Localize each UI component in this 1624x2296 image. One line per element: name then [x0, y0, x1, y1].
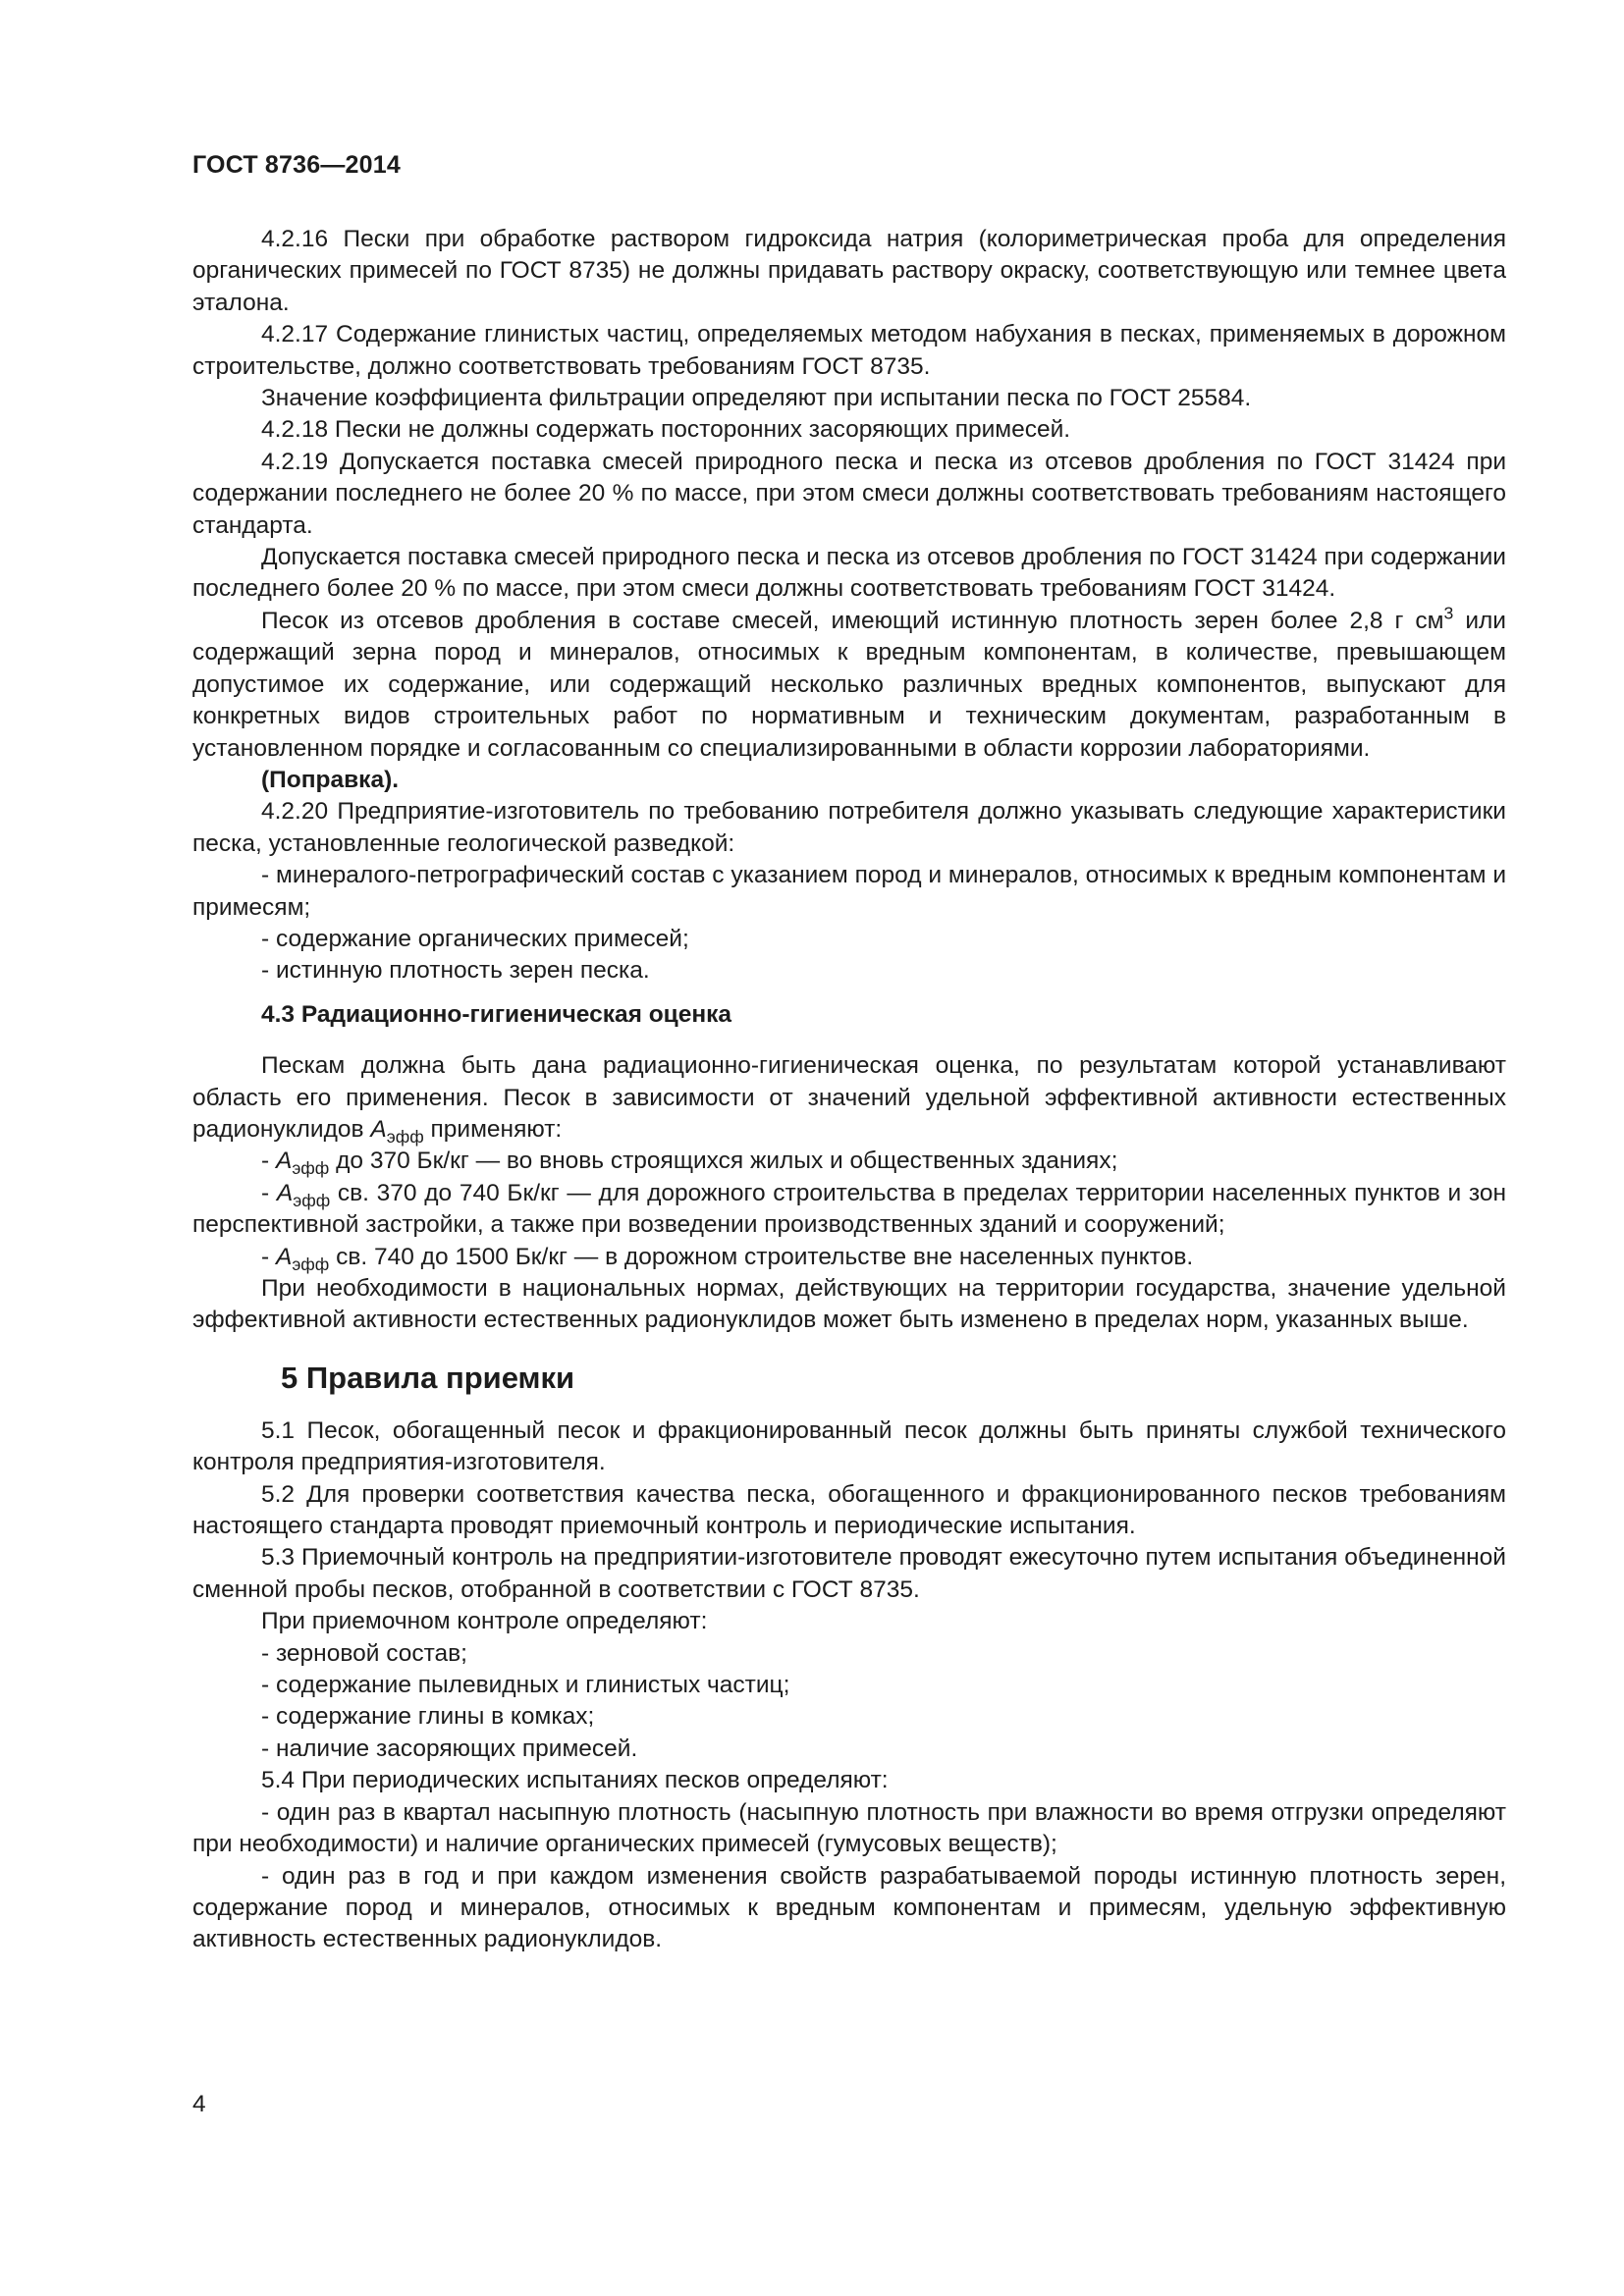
paragraph-filtration: Значение коэффициента фильтрации определяют при испытании песка по ГОСТ 25584. [261, 385, 1252, 412]
document-body [192, 224, 1506, 1956]
list-item: - один раз в год и при каждом изменения свойств разрабатываемой породы истинную плотность зерен, содержание пород и минералов, относимых к вредным компонентам и примесям, удельную эффективную активность естественных радионуклидов. [192, 1862, 1506, 1953]
paragraph-5-2: 5.2 Для проверки соответствия качества песка, обогащенного и фракционированного песков требованиям настоящего стандарта проводят приемочный контроль и периодические испытания. [192, 1480, 1506, 1540]
paragraph-5-3: 5.3 Приемочный контроль на предприятии-изготовителе проводят ежесуточно путем испытания объединенной сменной пробы песков, отобранной в соответствии с ГОСТ 8735. [192, 1544, 1506, 1603]
list-item: - содержание глины в комках; [261, 1703, 595, 1731]
paragraph-5-1: 5.1 Песок, обогащенный песок и фракционированный песок должны быть приняты службой технического контроля предприятия-изготовителя. [192, 1416, 1506, 1476]
paragraph-4-2-20: 4.2.20 Предприятие-изготовитель по требованию потребителя должно указывать следующие характеристики песка, установленные геологической разведкой: [192, 798, 1506, 857]
list-item [192, 1178, 1506, 1242]
list-item-text: св. 370 до 740 Бк/кг — для дорожного строительства в пределах территории населенных пунктов и зон перспективной застройки, а также при возведении производственных зданий и сооружений; [192, 1179, 1506, 1239]
activity-subscript: эфф [293, 1190, 331, 1210]
paragraph-5-3-intro: При приемочном контроле определяют: [261, 1608, 708, 1635]
activity-subscript: эфф [386, 1127, 424, 1148]
superscript-3: 3 [1443, 603, 1454, 623]
paragraph-5-4: 5.4 При периодических испытаниях песков определяют: [261, 1767, 889, 1794]
list-item [192, 1242, 1506, 1273]
activity-symbol: A [276, 1179, 294, 1206]
radiation-text-end: применяют: [423, 1115, 563, 1143]
list-item-text: св. 740 до 1500 Бк/кг — в дорожном строительстве вне населенных пунктов. [329, 1243, 1194, 1270]
list-item: - содержание пылевидных и глинистых частиц; [261, 1672, 790, 1699]
radiation-text-start: Пескам должна быть дана радиационно-гигиеническая оценка, по результатам которой устанавливают область его применения. Песок в зависимости от значений удельной эффективной активности естественных радионуклидов [192, 1052, 1506, 1143]
screenings-text-end: или содержащий зерна пород и минералов, относимых к вредным компонентам, в количестве, превышающем допустимое их содержание, или содержащий несколько различных вредных компонентов, выпускают для конкретных видов строительных работ по нормативным и техническим документам, разработанным в установленном порядке и согласованным со специализированными в области коррозии лабораториями. [192, 607, 1506, 762]
activity-symbol: A [370, 1115, 387, 1143]
document-number-header: ГОСТ 8736—2014 [192, 151, 401, 179]
list-item [192, 1146, 1506, 1177]
paragraph-4-2-19: 4.2.19 Допускается поставка смесей природного песка и песка из отсевов дробления по ГОСТ 31424 при содержании последнего не более 20 % по массе, при этом смеси должны соответствовать требованиям настоящего стандарта. [192, 448, 1506, 539]
screenings-text-start: Песок из отсевов дробления в составе смесей, имеющий истинную плотность зерен более 2,8 г см [261, 607, 1444, 634]
section-heading-5: 5 Правила приемки [281, 1360, 575, 1395]
list-dash: - [261, 1179, 277, 1206]
list-item: - истинную плотность зерен песка. [261, 957, 650, 985]
list-item-text: до 370 Бк/кг — во вновь строящихся жилых и общественных зданиях; [329, 1148, 1118, 1175]
page-number: 4 [192, 2091, 206, 2117]
list-dash: - [261, 1148, 276, 1175]
list-dash: - [261, 1243, 276, 1270]
paragraph-national-norms: При необходимости в национальных нормах, действующих на территории государства, значение удельной эффективной активности естественных радионуклидов может быть изменено в пределах норм, указанных выше. [192, 1275, 1506, 1334]
paragraph-4-2-19-mixes: Допускается поставка смесей природного песка и песка из отсевов дробления по ГОСТ 31424 при содержании последнего более 20 % по массе, при этом смеси должны соответствовать требованиям ГОСТ 31424. [192, 544, 1506, 603]
paragraph-4-2-18: 4.2.18 Пески не должны содержать посторонних засоряющих примесей. [261, 416, 1071, 444]
activity-symbol: A [275, 1148, 293, 1175]
list-item: - содержание органических примесей; [261, 925, 689, 952]
activity-symbol: A [275, 1243, 293, 1270]
paragraph-4-2-19-screenings [192, 603, 1506, 765]
paragraph-4-2-17: 4.2.17 Содержание глинистых частиц, определяемых методом набухания в песках, применяемых в дорожном строительстве, должно соответствовать требованиям ГОСТ 8735. [192, 321, 1506, 380]
correction-note: (Поправка). [261, 766, 400, 793]
list-item: - зерновой состав; [261, 1639, 467, 1667]
paragraph-4-2-16: 4.2.16 Пески при обработке раствором гидроксида натрия (колориметрическая проба для определения органических примесей по ГОСТ 8735) не должны придавать раствору окраску, соответствующую или темнее цвета эталона. [192, 226, 1506, 316]
paragraph-4-3 [192, 1050, 1506, 1146]
activity-subscript: эфф [292, 1254, 330, 1274]
list-item: - наличие засоряющих примесей. [261, 1735, 638, 1762]
list-item: - один раз в квартал насыпную плотность (насыпную плотность при влажности во время отгрузки определяют при необходимости) и наличие органических примесей (гумусовых веществ); [192, 1798, 1506, 1858]
section-heading-4-3: 4.3 Радиационно-гигиеническая оценка [261, 1000, 732, 1028]
list-item: - минералого-петрографический состав с указанием пород и минералов, относимых к вредным компонентам и примесям; [192, 862, 1506, 921]
activity-subscript: эфф [292, 1158, 330, 1179]
